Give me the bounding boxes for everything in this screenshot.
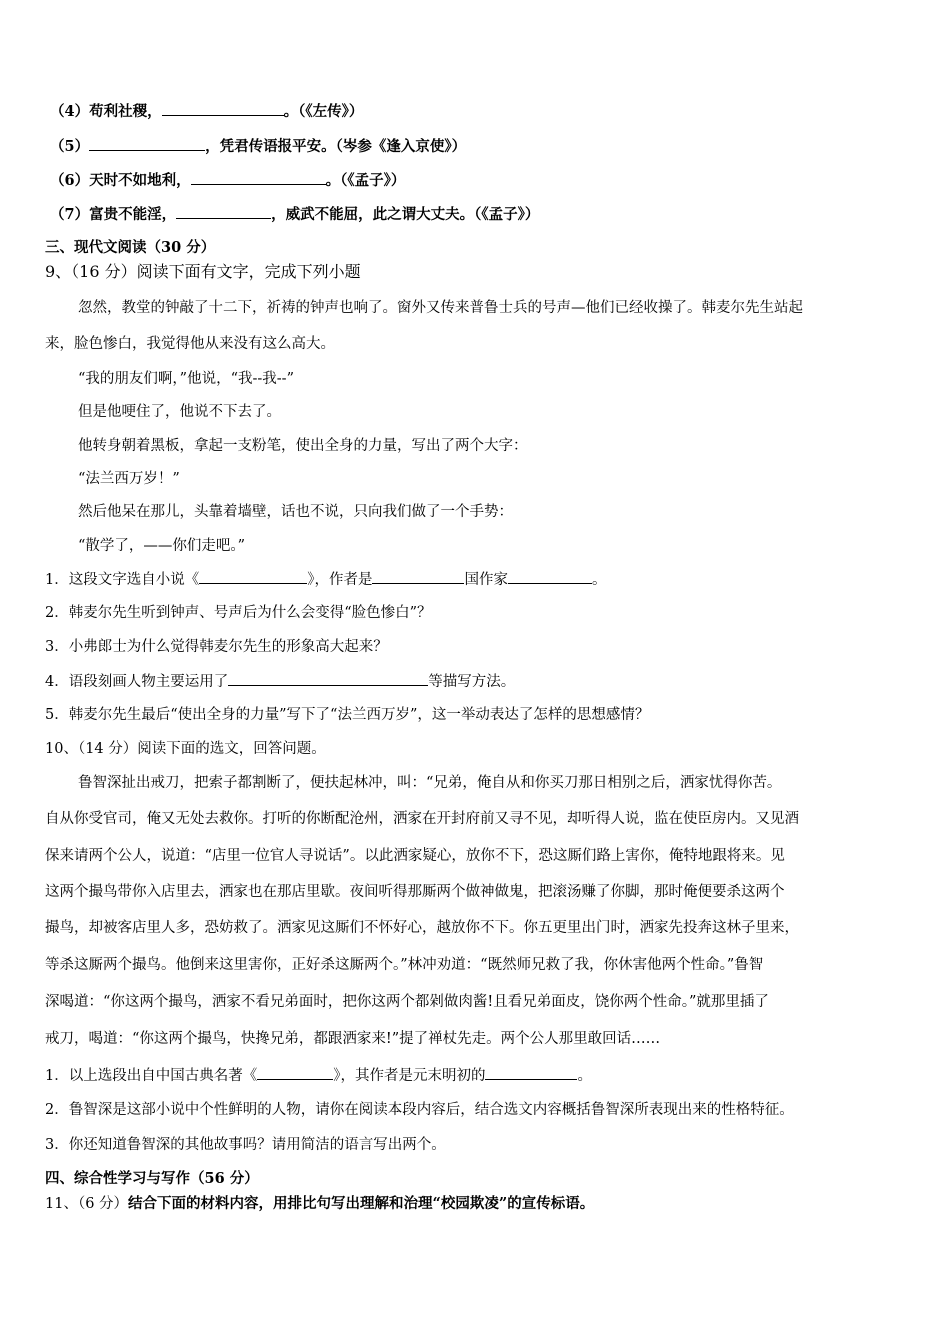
sub-question-9-2: 2．韩麦尔先生听到钟声、号声后为什么会变得“脸色惨白”？	[45, 605, 432, 621]
answer-blank[interactable]	[176, 204, 271, 219]
sub-question-10-2: 2．鲁智深是这部小说中个性鲜明的人物，请你在阅读本段内容后，结合选文内容概括鲁智深所表现出来的性格特征。	[45, 1102, 794, 1118]
passage-9-line: 他转身朝着黑板，拿起一支粉笔，使出全身的力量，写出了两个大字：	[78, 438, 528, 454]
sub-question-9-4: 4．语段刻画人物主要运用了 等描写方法。	[45, 671, 515, 692]
passage-9-line: 但是他哽住了，他说不下去了。	[78, 404, 281, 420]
answer-blank[interactable]	[257, 1065, 333, 1080]
passage-10-line: 等杀这厮两个撮鸟。他倒来这里害你，正好杀这厮两个。”林冲劝道：“既然师兄救了我，你休害他两个性命。”鲁智	[45, 957, 764, 973]
passage-9-line: 然后他呆在那儿，头靠着墙壁，话也不说，只向我们做了一个手势：	[78, 504, 513, 520]
passage-10-line: 戒刀，喝道：“你这两个撮鸟，快搀兄弟，都跟洒家来!”提了禅杖先走。两个公人那里敢回话……	[45, 1031, 661, 1047]
section-title-4: 四、综合性学习与写作（56 分）	[45, 1170, 259, 1187]
passage-9-line: “法兰西万岁！”	[78, 471, 180, 487]
answer-blank[interactable]	[89, 136, 205, 151]
sub-question-9-5: 5．韩麦尔先生最后“使出全身的力量”写下了“法兰西万岁”，这一举动表达了怎样的思想感情？	[45, 707, 650, 723]
passage-10-line: 自从你受官司，俺又无处去救你。打听的你断配沧州，洒家在开封府前又寻不见，却听得人说，监在使臣房内。又见酒	[45, 811, 799, 827]
sub-question-9-3: 3．小弗郎士为什么觉得韩麦尔先生的形象高大起来？	[45, 639, 388, 655]
passage-9-line: 来，脸色惨白，我觉得他从来没有这么高大。	[45, 336, 335, 352]
sub-question-10-1: 1．以上选段出自中国古典名著《 》，其作者是元末明初的 。	[45, 1065, 592, 1086]
sub-question-10-3: 3．你还知道鲁智深的其他故事吗？请用简洁的语言写出两个。	[45, 1137, 446, 1153]
passage-9-line: 忽然，教堂的钟敲了十二下，祈祷的钟声也响了。窗外又传来普鲁士兵的号声—他们已经收操了。韩麦尔先生站起	[78, 300, 803, 316]
fill-item-5: （5） ，凭君传语报平安。（岑参《逢入京使》）	[50, 138, 467, 155]
fill-item-7: （7）富贵不能淫， ，威武不能屈，此之谓大丈夫。（《孟子》）	[50, 206, 540, 223]
answer-blank[interactable]	[485, 1065, 577, 1080]
question-10-heading: 10、（14 分）阅读下面的选文，回答问题。	[45, 741, 326, 757]
answer-blank[interactable]	[162, 101, 284, 116]
fill-item-6: （6）天时不如地利， 。（《孟子》）	[50, 172, 406, 189]
question-11: 11、（6 分）结合下面的材料内容，用排比句写出理解和治理“校园欺凌”的宣传标语。	[45, 1195, 595, 1212]
section-title-3: 三、现代文阅读（30 分）	[45, 239, 216, 256]
fill-item-4: （4）苟利社稷， 。（《左传》）	[50, 103, 364, 120]
passage-9-line: “我的朋友们啊，”他说，“我--我--”	[78, 371, 294, 387]
answer-blank[interactable]	[228, 671, 428, 686]
passage-10-line: 保来请两个公人，说道：“店里一位官人寻说话”。以此洒家疑心，放你不下，恐这厮们路上害你，俺特地跟将来。见	[45, 848, 785, 864]
answer-blank[interactable]	[191, 170, 326, 185]
passage-10-line: 鲁智深扯出戒刀，把索子都割断了，便扶起林冲，叫：“兄弟，俺自从和你买刀那日相别之后，洒家忧得你苦。	[78, 775, 782, 791]
answer-blank[interactable]	[372, 569, 464, 584]
passage-10-line: 撮鸟，却被客店里人多，恐妨救了。洒家见这厮们不怀好心，越放你不下。你五更里出门时，洒家先投奔这林子里来，	[45, 920, 799, 936]
answer-blank[interactable]	[508, 569, 592, 584]
passage-9-line: “散学了，——你们走吧。”	[78, 538, 246, 554]
sub-question-9-1: 1．这段文字选自小说《 》，作者是 国作家 。	[45, 569, 606, 590]
question-9-heading: 9、（16 分）阅读下面有文字，完成下列小题	[45, 262, 361, 281]
answer-blank[interactable]	[199, 569, 307, 584]
passage-10-line: 深喝道：“你这两个撮鸟，洒家不看兄弟面时，把你这两个都剁做肉酱!且看兄弟面皮，饶你两个性命。”就那里插了	[45, 994, 769, 1010]
passage-10-line: 这两个撮鸟带你入店里去，洒家也在那店里歇。夜间听得那厮两个做神做鬼，把滚汤赚了你脚，那时俺便要杀这两个	[45, 884, 785, 900]
